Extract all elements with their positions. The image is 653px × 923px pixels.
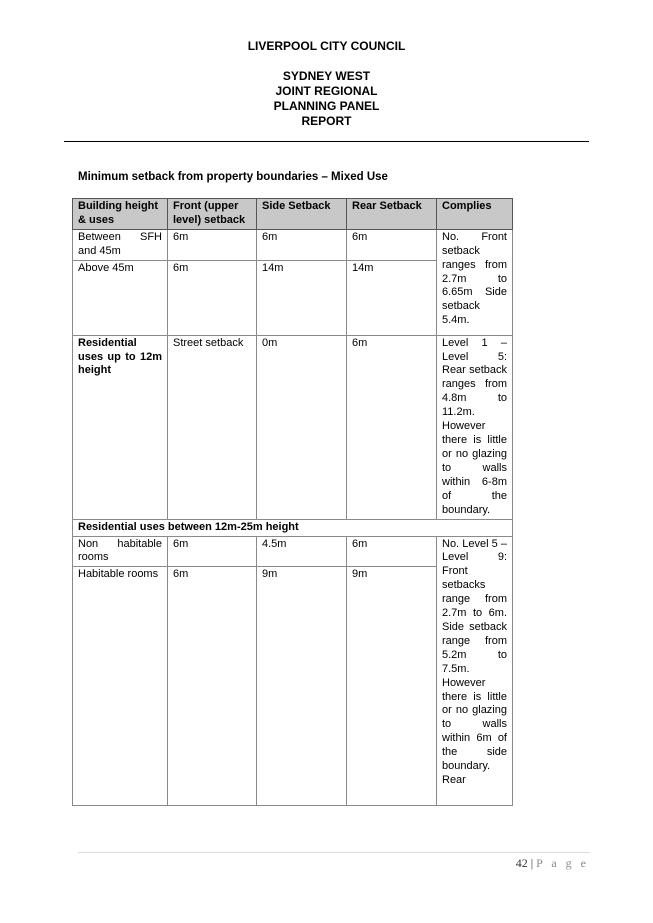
panel-title-line-1: SYDNEY WEST (282, 69, 371, 83)
cell-side: 4.5m (257, 536, 347, 567)
cell-rear: 6m (347, 229, 437, 260)
page-number: 42 (515, 856, 528, 870)
cell-use: Non habitable rooms (73, 536, 168, 567)
cell-front: 6m (168, 536, 257, 567)
setback-table (72, 198, 513, 806)
cell-complies: No. Level 5 – Level 9: Front setbacks range from 2.7m to 6m. Side setback range from 5.2m to 7.5m. However there is little or no glazing to walls within 6m of the side boundary. Rear (437, 536, 513, 806)
table-header-row (73, 199, 513, 230)
footer-divider (78, 852, 590, 853)
cell-use: Habitable rooms (73, 567, 168, 806)
cell-rear: 14m (347, 260, 437, 335)
page-separator: | (530, 856, 534, 870)
cell-complies: Level 1 – Level 5: Rear setback ranges from 4.8m to 11.2m. However there is little or no glazing to walls within 6-8m of the boundary. (437, 335, 513, 519)
cell-front: Street setback (168, 335, 257, 519)
table-row (73, 229, 513, 260)
column-header-complies: Complies (437, 199, 513, 230)
cell-front: 6m (168, 229, 257, 260)
cell-rear: 6m (347, 335, 437, 519)
panel-title-line-4: REPORT (301, 114, 352, 128)
panel-title-line-2: JOINT REGIONAL (275, 84, 378, 98)
table-subheading-row (73, 519, 513, 536)
cell-use: Residential uses up to 12m height (73, 335, 168, 519)
cell-rear: 9m (347, 567, 437, 806)
cell-side: 9m (257, 567, 347, 806)
cell-rear: 6m (347, 536, 437, 567)
section-title: Minimum setback from property boundaries – Mixed Use (78, 171, 388, 183)
column-header-side-setback: Side Setback (257, 199, 347, 230)
cell-side: 14m (257, 260, 347, 335)
header-divider (64, 141, 589, 142)
panel-title-line-3: PLANNING PANEL (273, 99, 380, 113)
cell-front: 6m (168, 567, 257, 806)
table-row (73, 335, 513, 519)
cell-use: Above 45m (73, 260, 168, 335)
column-header-building-height: Building height & uses (73, 199, 168, 230)
column-header-front-setback: Front (upper level) setback (168, 199, 257, 230)
cell-front: 6m (168, 260, 257, 335)
cell-side: 0m (257, 335, 347, 519)
council-name: LIVERPOOL CITY COUNCIL (247, 39, 406, 53)
page-label: P a g e (536, 856, 589, 870)
cell-use: Between SFH and 45m (73, 229, 168, 260)
page-number-footer (516, 856, 589, 871)
cell-complies: No. Front setback ranges from 2.7m to 6.65m Side setback 5.4m. (437, 229, 513, 335)
table-row (73, 536, 513, 567)
column-header-rear-setback: Rear Setback (347, 199, 437, 230)
cell-side: 6m (257, 229, 347, 260)
table-subheading: Residential uses between 12m-25m height (73, 519, 513, 536)
